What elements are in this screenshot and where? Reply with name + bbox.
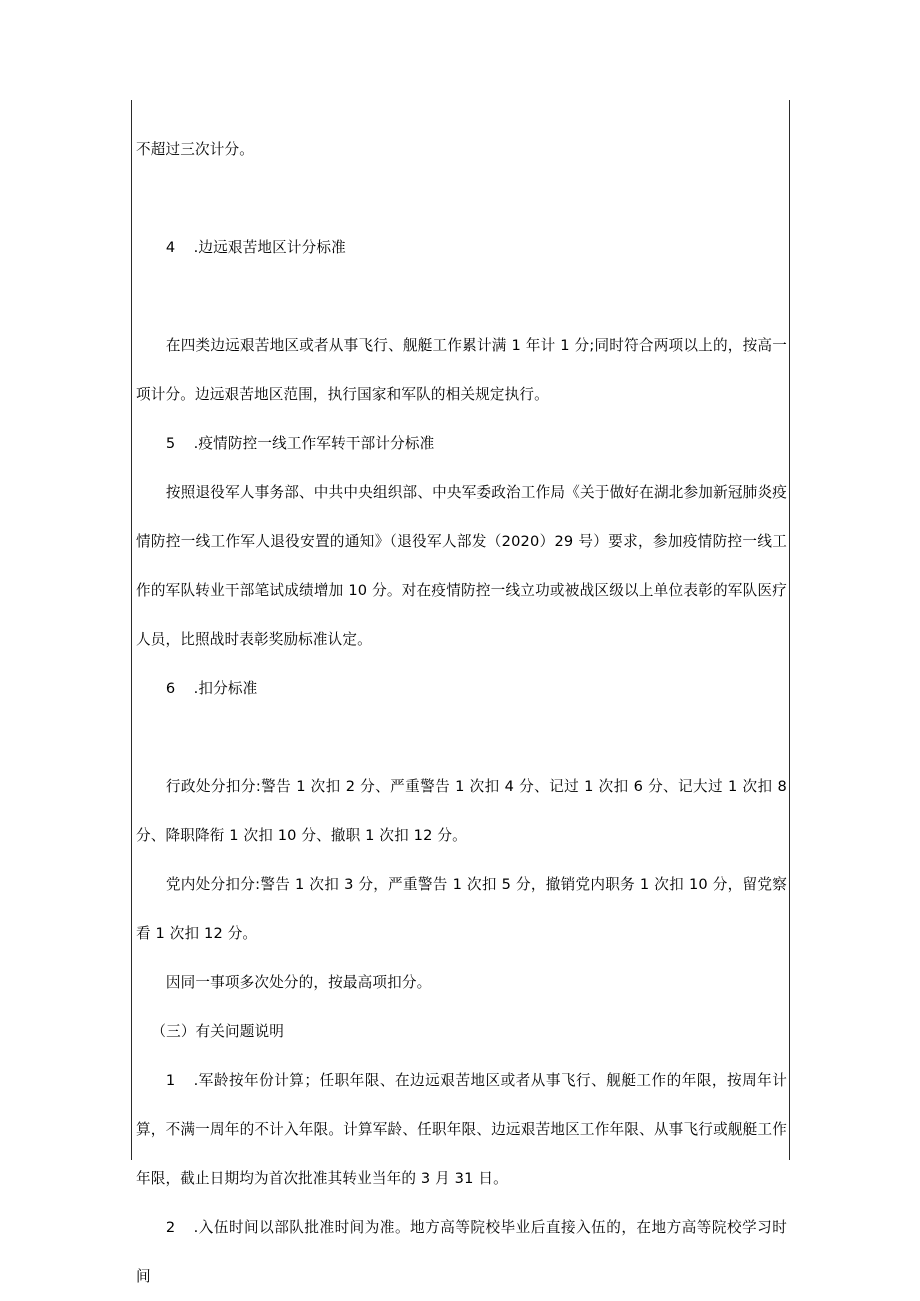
section-number-4: 4	[165, 239, 176, 256]
table-cell-continued	[131, 100, 790, 1285]
spacer-after-continued	[132, 174, 791, 223]
top-spacer	[132, 100, 791, 125]
subsection-item-1	[132, 1056, 791, 1203]
subsection-item-text-2: 入伍时间以部队批准时间为准。地方高等院校毕业后直接入伍的，在地方高等院校学习时间	[136, 1219, 787, 1285]
section-number-5: 5	[165, 435, 176, 452]
subsection-heading: （三）有关问题说明	[151, 1023, 285, 1040]
section-heading-6	[132, 664, 791, 713]
spacer-after-heading-6	[132, 713, 791, 762]
spacer-after-heading-4	[132, 272, 791, 321]
section-separator-4: .	[193, 239, 199, 256]
section-title-5: 疫情防控一线工作军转干部计分标准	[198, 435, 435, 452]
repeat-penalty-paragraph: 因同一事项多次处分的，按最高项扣分。	[165, 974, 432, 991]
party-penalty-paragraph: 党内处分扣分:警告 1 次扣 3 分，严重警告 1 次扣 5 分，撤销党内职务 1 次扣 10 分，留党察看 1 次扣 12 分。	[136, 876, 787, 942]
administrative-penalty-paragraph: 行政处分扣分:警告 1 次扣 2 分、严重警告 1 次扣 4 分、记过 1 次扣 6 分、记大过 1 次扣 8 分、降职降衔 1 次扣 10 分、撤职 1 次扣 12 分。	[136, 778, 787, 844]
cell-content	[132, 100, 791, 1301]
continued-paragraph: 不超过三次计分。	[136, 141, 254, 158]
subsection-item-number-1: 1	[165, 1072, 176, 1089]
subsection-item-separator-2: .	[193, 1219, 199, 1236]
section-heading-4	[132, 223, 791, 272]
section-heading-5	[132, 419, 791, 468]
section-4-body-paragraph: 在四类边远艰苦地区或者从事飞行、舰艇工作累计满 1 年计 1 分;同时符合两项以上的，按高一项计分。边远艰苦地区范围，执行国家和军队的相关规定执行。	[136, 337, 787, 403]
section-separator-5: .	[193, 435, 199, 452]
subsection-item-2	[132, 1203, 791, 1301]
subsection-item-separator-1: .	[193, 1072, 199, 1089]
subsection-item-number-2: 2	[165, 1219, 176, 1236]
subsection-item-text-1: 军龄按年份计算；任职年限、在边远艰苦地区或者从事飞行、舰艇工作的年限，按周年计算，不满一周年的不计入年限。计算军龄、任职年限、边远艰苦地区工作年限、从事飞行或舰艇工作年限，截止日期均为首次批准其转业当年的 3 月 31 日。	[136, 1072, 787, 1187]
section-number-6: 6	[165, 680, 176, 697]
section-5-body-paragraph: 按照退役军人事务部、中共中央组织部、中央军委政治工作局《关于做好在湖北参加新冠肺炎疫情防控一线工作军人退役安置的通知》（退役军人部发（2020）29 号）要求，参加疫情防控一线工作的军队转业干部笔试成绩增加 10 分。对在疫情防控一线立功或被战区级以上单位表彰的军队医疗人员，比照战时表彰奖励标准认定。	[136, 484, 787, 648]
section-title-6: 扣分标准	[198, 680, 258, 697]
section-title-4: 边远艰苦地区计分标准	[198, 239, 346, 256]
section-separator-6: .	[193, 680, 199, 697]
